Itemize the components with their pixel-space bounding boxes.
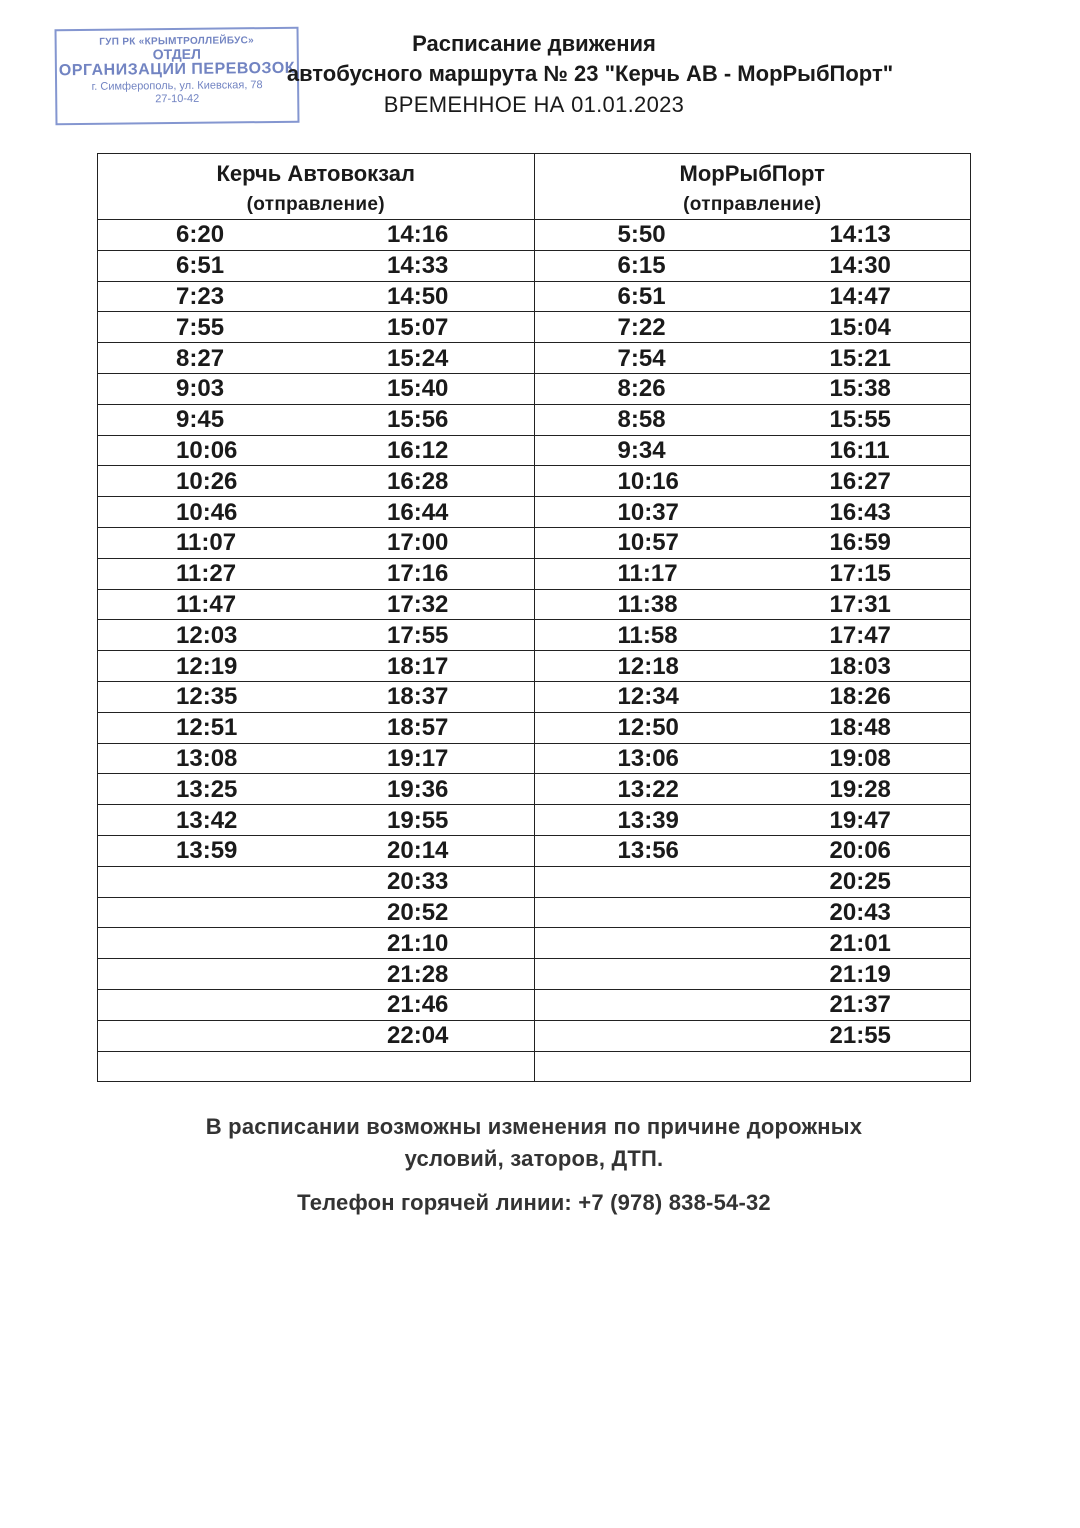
departure-time: 18:17 <box>387 652 449 680</box>
morrybport-departures-cell <box>534 373 971 404</box>
kerch-departures-cell <box>98 250 535 281</box>
departure-time: 10:16 <box>617 467 679 495</box>
departure-time: 21:01 <box>829 929 891 957</box>
departure-time: 14:30 <box>829 252 891 280</box>
departure-time: 13:59 <box>176 837 238 865</box>
departure-time: 6:51 <box>176 252 225 280</box>
morrybport-departures-cell <box>534 712 971 743</box>
disclaimer-line-2: условий, заторов, ДТП. <box>404 1146 664 1171</box>
departure-time: 14:13 <box>829 221 891 249</box>
morrybport-departures-cell <box>534 928 971 959</box>
morrybport-departures-cell <box>534 250 971 281</box>
table-row <box>98 897 971 928</box>
table-row <box>98 1020 971 1051</box>
morrybport-departures-cell <box>534 312 971 343</box>
departure-time: 21:10 <box>387 929 449 957</box>
morrybport-departures-cell <box>534 805 971 836</box>
departure-time: 15:24 <box>387 344 449 372</box>
table-row <box>98 373 971 404</box>
departure-time: 14:50 <box>387 282 449 310</box>
departure-time: 13:25 <box>176 775 238 803</box>
table-row <box>98 805 971 836</box>
departure-time: 15:04 <box>829 313 891 341</box>
schedule-header-row <box>98 154 971 220</box>
departure-time: 7:55 <box>176 313 225 341</box>
morrybport-departures-cell <box>534 835 971 866</box>
kerch-departures-cell <box>98 897 535 928</box>
kerch-departures-cell <box>98 959 535 990</box>
table-row <box>98 743 971 774</box>
stamp-line-3: ОРГАНИЗАЦИИ ПЕРЕВОЗОК <box>58 59 296 80</box>
departure-time: 16:28 <box>387 467 449 495</box>
departure-time: 12:03 <box>176 621 238 649</box>
kerch-departures-cell <box>98 651 535 682</box>
departure-time: 9:34 <box>617 436 666 464</box>
kerch-departures-cell <box>98 312 535 343</box>
departure-time: 11:27 <box>176 560 237 588</box>
departure-time: 14:47 <box>829 282 891 310</box>
schedule-table <box>97 153 971 1082</box>
departure-time: 21:28 <box>387 960 449 988</box>
morrybport-departures-cell <box>534 497 971 528</box>
departure-time: 18:26 <box>829 683 891 711</box>
table-row <box>98 928 971 959</box>
departure-time: 13:06 <box>617 744 679 772</box>
column-subtitle: (отправление) <box>246 194 385 215</box>
departure-time: 8:27 <box>176 344 225 372</box>
morrybport-departures-cell <box>534 404 971 435</box>
morrybport-departures-cell <box>534 466 971 497</box>
departure-time: 7:23 <box>176 282 225 310</box>
departure-time: 12:51 <box>176 714 238 742</box>
kerch-departures-cell <box>98 1051 535 1082</box>
departure-time: 12:35 <box>176 683 238 711</box>
morrybport-departures-cell <box>534 651 971 682</box>
morrybport-departures-cell <box>534 959 971 990</box>
departure-time: 19:17 <box>387 744 449 772</box>
kerch-departures-cell <box>98 805 535 836</box>
departure-time: 18:37 <box>387 683 449 711</box>
departure-time: 15:56 <box>387 406 449 434</box>
departure-time: 19:47 <box>829 806 891 834</box>
table-row <box>98 774 971 805</box>
table-row <box>98 250 971 281</box>
column-header-kerch <box>98 154 535 220</box>
departure-time: 5:50 <box>617 221 666 249</box>
departure-time: 18:48 <box>829 714 891 742</box>
departure-time: 11:38 <box>617 590 678 618</box>
table-row <box>98 959 971 990</box>
table-row <box>98 497 971 528</box>
kerch-departures-cell <box>98 527 535 558</box>
departure-time: 20:06 <box>829 837 891 865</box>
departure-time: 12:50 <box>617 714 679 742</box>
departure-time: 17:31 <box>829 590 891 618</box>
departure-time: 21:46 <box>387 991 449 1019</box>
kerch-departures-cell <box>98 281 535 312</box>
departure-time: 16:12 <box>387 436 449 464</box>
morrybport-departures-cell <box>534 989 971 1020</box>
kerch-departures-cell <box>98 404 535 435</box>
morrybport-departures-cell <box>534 558 971 589</box>
departure-time: 7:54 <box>617 344 666 372</box>
disclaimer-line-1: В расписании возможны изменения по причине дорожных <box>205 1114 863 1139</box>
departure-time: 17:55 <box>387 621 449 649</box>
departure-time: 16:44 <box>387 498 449 526</box>
stamp-line-4: г. Симферополь, ул. Киевская, 78 <box>91 79 263 93</box>
departure-time: 13:08 <box>176 744 238 772</box>
kerch-departures-cell <box>98 774 535 805</box>
departure-time: 15:21 <box>829 344 891 372</box>
departure-time: 18:57 <box>387 714 449 742</box>
morrybport-departures-cell <box>534 343 971 374</box>
table-row <box>98 620 971 651</box>
departure-time: 17:16 <box>387 560 449 588</box>
departure-time: 10:06 <box>176 436 238 464</box>
departure-time: 10:57 <box>617 529 679 557</box>
departure-time: 10:46 <box>176 498 238 526</box>
departure-time: 21:55 <box>829 1022 891 1050</box>
stamp-line-5: 27-10-42 <box>155 92 200 106</box>
route-title: автобусного маршрута № 23 "Керчь АВ - МорРыбПорт" <box>286 61 894 86</box>
kerch-departures-cell <box>98 928 535 959</box>
column-name: МорРыбПорт <box>679 161 825 186</box>
table-row <box>98 558 971 589</box>
departure-time: 17:47 <box>829 621 891 649</box>
kerch-departures-cell <box>98 220 535 251</box>
departure-time: 20:33 <box>387 868 449 896</box>
table-row <box>98 343 971 374</box>
morrybport-departures-cell <box>534 435 971 466</box>
departure-time: 18:03 <box>829 652 891 680</box>
departure-time: 11:58 <box>617 621 678 649</box>
kerch-departures-cell <box>98 620 535 651</box>
table-row <box>98 866 971 897</box>
column-name: Керчь Автовокзал <box>216 161 416 186</box>
departure-time: 19:08 <box>829 744 891 772</box>
departure-time: 15:55 <box>829 406 891 434</box>
kerch-departures-cell <box>98 466 535 497</box>
stamp-line-2: ОТДЕЛ <box>152 45 201 63</box>
departure-time: 22:04 <box>387 1022 449 1050</box>
departure-time: 14:16 <box>387 221 449 249</box>
morrybport-departures-cell <box>534 620 971 651</box>
departure-time: 16:27 <box>829 467 891 495</box>
departure-time: 12:34 <box>617 683 679 711</box>
departure-time: 12:19 <box>176 652 238 680</box>
table-row <box>98 527 971 558</box>
departure-time: 16:59 <box>829 529 891 557</box>
table-row <box>98 835 971 866</box>
departure-time: 7:22 <box>617 313 666 341</box>
departure-time: 10:37 <box>617 498 679 526</box>
departure-time: 15:07 <box>387 313 449 341</box>
departure-time: 16:43 <box>829 498 891 526</box>
departure-time: 20:43 <box>829 898 891 926</box>
departure-time: 13:42 <box>176 806 238 834</box>
departure-time: 10:26 <box>176 467 238 495</box>
departure-time: 19:28 <box>829 775 891 803</box>
departure-time: 17:15 <box>829 560 891 588</box>
kerch-departures-cell <box>98 558 535 589</box>
kerch-departures-cell <box>98 497 535 528</box>
departure-time: 13:22 <box>617 775 679 803</box>
table-row <box>98 435 971 466</box>
column-subtitle: (отправление) <box>683 194 822 215</box>
table-row <box>98 404 971 435</box>
departure-time: 21:19 <box>829 960 891 988</box>
morrybport-departures-cell <box>534 589 971 620</box>
departure-time: 9:45 <box>176 406 225 434</box>
departure-time: 19:55 <box>387 806 449 834</box>
table-row <box>98 712 971 743</box>
departure-time: 16:11 <box>829 436 890 464</box>
departure-time: 17:32 <box>387 590 449 618</box>
morrybport-departures-cell <box>534 774 971 805</box>
departure-time: 20:14 <box>387 837 449 865</box>
departure-time: 14:33 <box>387 252 449 280</box>
kerch-departures-cell <box>98 989 535 1020</box>
departure-time: 15:40 <box>387 375 449 403</box>
kerch-departures-cell <box>98 435 535 466</box>
column-header-morrybport <box>534 154 971 220</box>
table-row <box>98 989 971 1020</box>
table-row <box>98 1051 971 1082</box>
morrybport-departures-cell <box>534 1020 971 1051</box>
departure-time: 20:25 <box>829 868 891 896</box>
morrybport-departures-cell <box>534 220 971 251</box>
departure-time: 11:17 <box>617 560 678 588</box>
departure-time: 13:56 <box>617 837 679 865</box>
table-row <box>98 281 971 312</box>
departure-time: 6:15 <box>617 252 666 280</box>
schedule-body <box>98 220 971 1082</box>
kerch-departures-cell <box>98 1020 535 1051</box>
page-title: Расписание движения <box>412 31 656 56</box>
stamp-line-1: ГУП РК «КРЫМТРОЛЛЕЙБУС» <box>99 35 255 48</box>
kerch-departures-cell <box>98 373 535 404</box>
departure-time: 20:52 <box>387 898 449 926</box>
departure-time: 6:51 <box>617 282 666 310</box>
morrybport-departures-cell <box>534 1051 971 1082</box>
departure-time: 15:38 <box>829 375 891 403</box>
kerch-departures-cell <box>98 835 535 866</box>
morrybport-departures-cell <box>534 681 971 712</box>
departure-time: 9:03 <box>176 375 225 403</box>
table-row <box>98 220 971 251</box>
table-row <box>98 651 971 682</box>
departure-time: 13:39 <box>617 806 679 834</box>
kerch-departures-cell <box>98 681 535 712</box>
morrybport-departures-cell <box>534 527 971 558</box>
table-row <box>98 466 971 497</box>
morrybport-departures-cell <box>534 281 971 312</box>
departure-time: 6:20 <box>176 221 225 249</box>
temporary-note: ВРЕМЕННОЕ НА 01.01.2023 <box>383 92 685 117</box>
departure-time: 17:00 <box>387 529 449 557</box>
departure-time: 8:26 <box>617 375 666 403</box>
morrybport-departures-cell <box>534 897 971 928</box>
table-row <box>98 681 971 712</box>
table-row <box>98 312 971 343</box>
table-row <box>98 589 971 620</box>
kerch-departures-cell <box>98 866 535 897</box>
departure-time: 12:18 <box>617 652 679 680</box>
kerch-departures-cell <box>98 743 535 774</box>
departure-time: 11:07 <box>176 529 237 557</box>
departure-time: 11:47 <box>176 590 237 618</box>
departure-time: 8:58 <box>617 406 666 434</box>
morrybport-departures-cell <box>534 866 971 897</box>
kerch-departures-cell <box>98 589 535 620</box>
kerch-departures-cell <box>98 712 535 743</box>
kerch-departures-cell <box>98 343 535 374</box>
departure-time: 19:36 <box>387 775 449 803</box>
hotline-phone: Телефон горячей линии: +7 (978) 838-54-32 <box>297 1190 771 1215</box>
departure-time: 21:37 <box>829 991 891 1019</box>
morrybport-departures-cell <box>534 743 971 774</box>
